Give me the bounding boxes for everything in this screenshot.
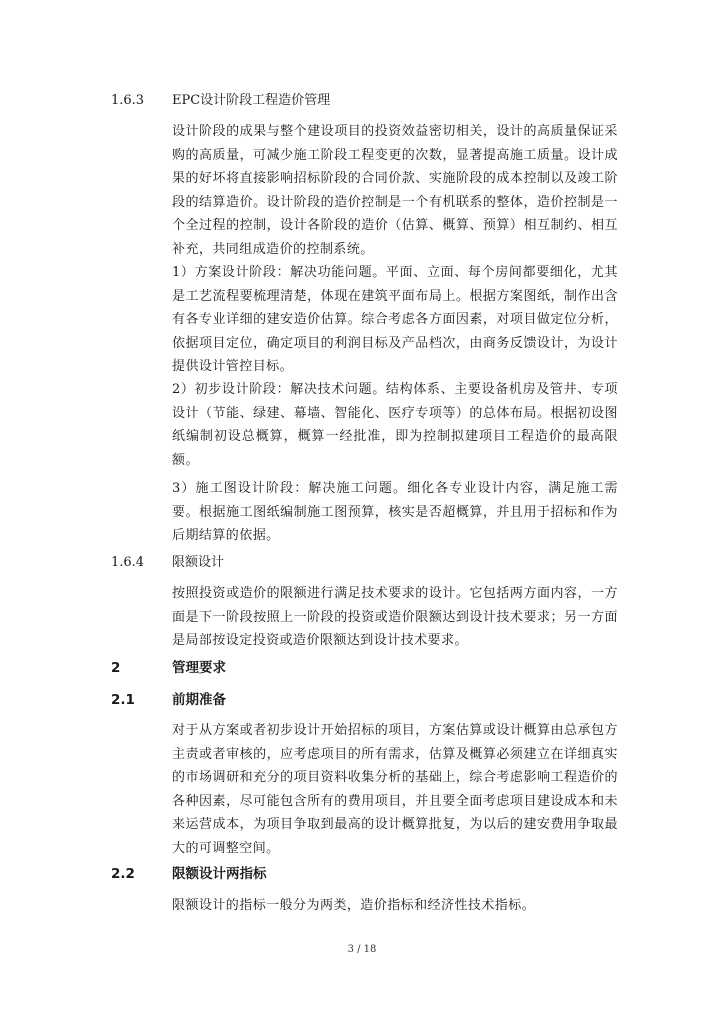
section-title: EPC设计阶段工程造价管理 — [172, 93, 331, 108]
page-number: 3 / 18 — [347, 944, 377, 955]
section-heading-2-1 — [0, 688, 724, 712]
chapter-title: 管理要求 — [172, 660, 226, 676]
chapter-heading-2 — [0, 656, 724, 680]
section-number: 1.6.4 — [111, 555, 145, 570]
section-heading-1-6-3 — [0, 89, 724, 113]
section-number: 2.1 — [111, 692, 135, 708]
section-number: 2.2 — [111, 866, 135, 882]
paragraph-scheme-design: 1）方案设计阶段：解决功能问题。平面、立面、每个房间都要细化，尤其是工艺流程要梳理清楚，体现在建筑平面布局上。根据方案图纸，制作出含有各专业详细的建安造价估算。综合考虑各方面因素，对项目做定位分析，依据项目定位，确定项目的利润目标及产品档次，由商务反馈设计，为设计提供设计管控目标。 — [172, 265, 618, 375]
chapter-number: 2 — [111, 660, 121, 676]
section-title: 前期准备 — [172, 692, 226, 708]
paragraph-preliminary-preparation: 对于从方案或者初步设计开始招标的项目，方案估算或设计概算由总承包方主责或者审核的，应考虑项目的所有需求，估算及概算必须建立在详细真实的市场调研和充分的项目资料收集分析的基础上，综合考虑影响工程造价的各种因素，尽可能包含所有的费用项目，并且要全面考虑项目建设成本和未来运营成本，为项目争取到最高的设计概算批复，为以后的建安费用争取最大的可调整空间。 — [172, 723, 618, 856]
paragraph-preliminary-design: 2）初步设计阶段：解决技术问题。结构体系、主要设备机房及管井、专项设计（节能、绿建、幕墙、智能化、医疗专项等）的总体布局。根据初设图纸编制初设总概算，概算一经批准，即为控制拟建项目工程造价的最高限额。 — [172, 382, 618, 468]
section-title: 限额设计 — [172, 555, 225, 570]
paragraph-design-stage-overview: 设计阶段的成果与整个建设项目的投资效益密切相关，设计的高质量保证采购的高质量，可减少施工阶段工程变更的次数，显著提高施工质量。设计成果的好坏将直接影响招标阶段的合同价款、实施阶段的成本控制以及竣工阶段的结算造价。设计阶段的造价控制是一个有机联系的整体，造价控制是一个全过程的控制，设计各阶段的造价（估算、概算、预算）相互制约、相互补充，共同组成造价的控制系统。 — [172, 124, 618, 257]
paragraph-limit-design: 按照投资或造价的限额进行满足技术要求的设计。它包括两方面内容，一方面是下一阶段按照上一阶段的投资或造价限额达到设计技术要求；另一方面是局部按设定投资或造价限额达到设计技术要求。 — [172, 586, 618, 649]
section-title: 限额设计两指标 — [172, 866, 267, 882]
paragraph-construction-drawing-design: 3）施工图设计阶段：解决施工问题。细化各专业设计内容，满足施工需要。根据施工图纸编制施工图预算，核实是否超概算，并且用于招标和作为后期结算的依据。 — [172, 481, 618, 544]
section-number: 1.6.3 — [111, 93, 145, 108]
section-heading-1-6-4 — [0, 551, 724, 575]
section-heading-2-2 — [0, 862, 724, 886]
paragraph-limit-indicators: 限额设计的指标一般分为两类，造价指标和经济性技术指标。 — [172, 898, 536, 913]
